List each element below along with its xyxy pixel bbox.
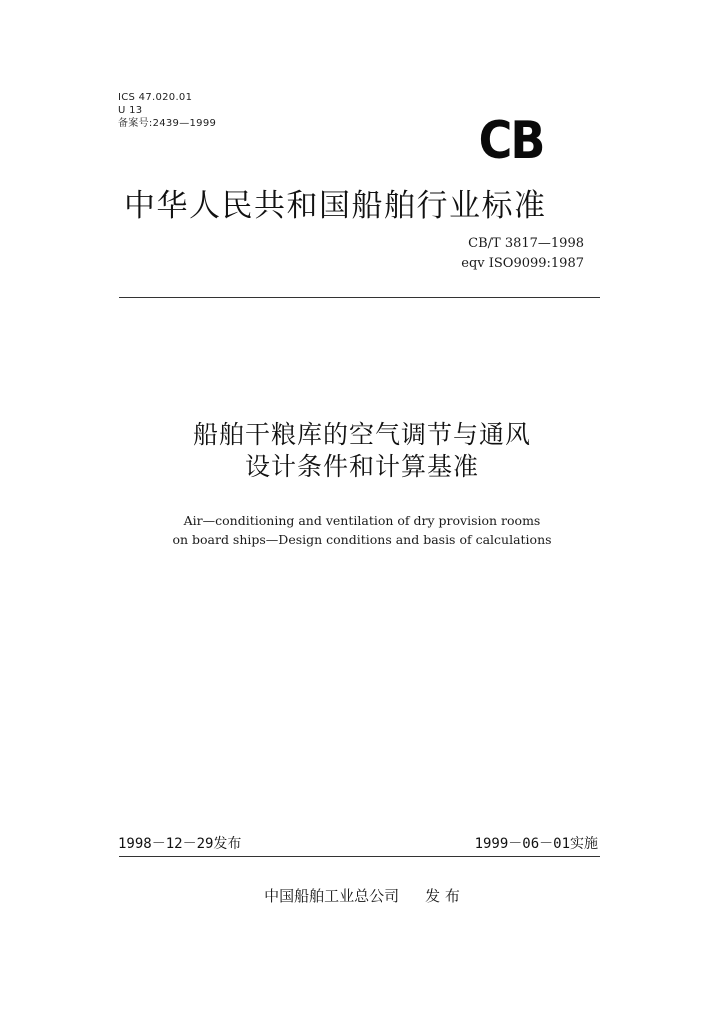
footer-divider <box>119 856 600 857</box>
document-title-cn-line1: 船舶干粮库的空气调节与通风 <box>192 420 531 449</box>
document-title-cn-line2: 设计条件和计算基准 <box>244 452 479 481</box>
issue-date: 1998－12－29发布 <box>118 836 242 852</box>
cb-logo: CB <box>478 109 544 171</box>
standard-code: CB/T 3817—1998 <box>468 236 584 251</box>
ics-code: ICS 47.020.01 <box>118 92 193 103</box>
equivalent-standard: eqv ISO9099:1987 <box>461 256 584 271</box>
document-title-en-line1: Air—conditioning and ventilation of dry provision rooms <box>183 513 541 528</box>
issuer-organization: 中国船舶工业总公司 <box>264 887 400 905</box>
header-divider <box>119 297 600 298</box>
classification-code: U 13 <box>118 105 143 116</box>
document-title-en-line2: on board ships—Design conditions and basis of calculations <box>172 532 552 547</box>
record-number: 备案号:2439—1999 <box>118 118 217 129</box>
standard-category-title: 中华人民共和国船舶行业标准 <box>124 188 547 224</box>
implementation-date: 1999－06－01实施 <box>474 836 598 852</box>
issuer-line <box>140 886 584 906</box>
issuer-action: 发 布 <box>425 887 460 905</box>
